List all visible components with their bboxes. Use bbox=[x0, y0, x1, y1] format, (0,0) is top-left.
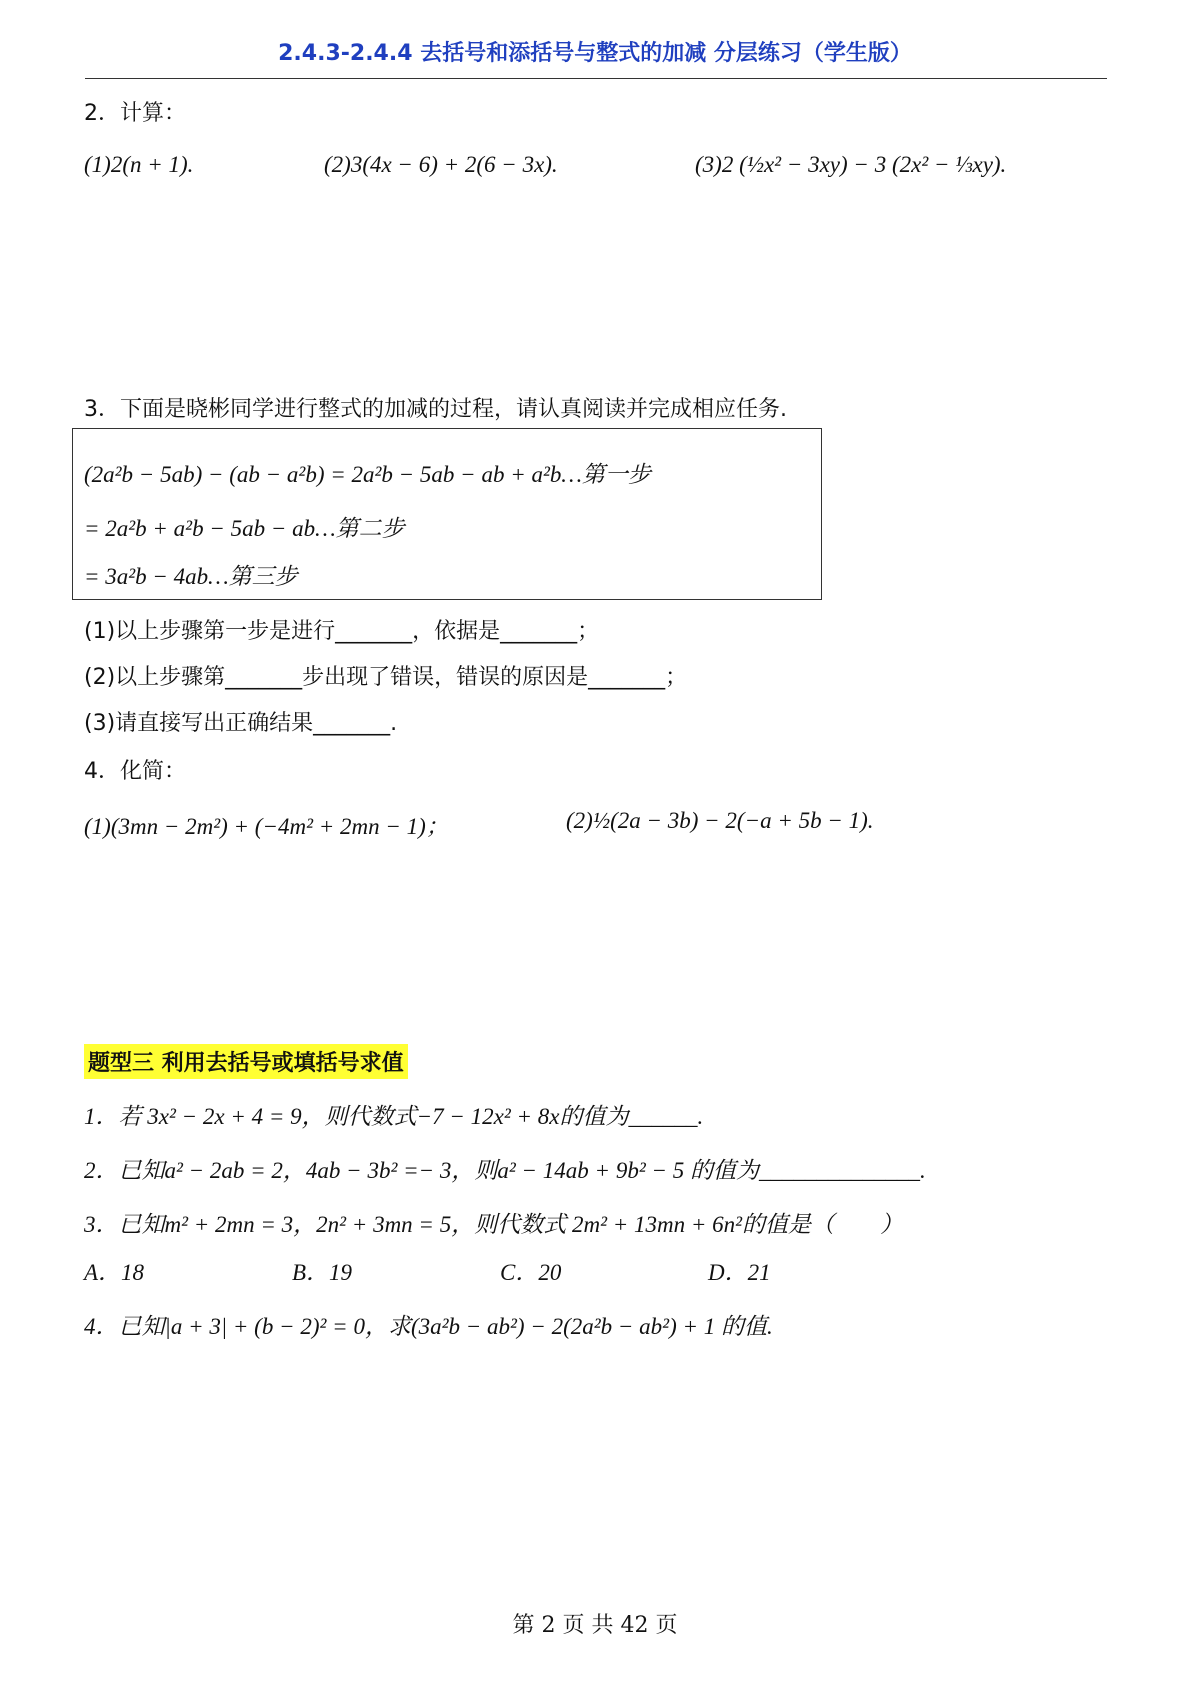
q4-part-2: (2)½(2a − 3b) − 2(−a + 5b − 1). bbox=[566, 808, 874, 833]
page-footer: 第 2 页 共 42 页 bbox=[512, 1613, 678, 1638]
s3-item-4: 4．已知|a + 3| + (b − 2)² = 0，求(3a²b − ab²) − 2(2a²b − ab²) + 1 的值. bbox=[84, 1314, 773, 1339]
q3-task-1: (1)以上步骤第一步是进行_______，依据是_______； bbox=[84, 619, 600, 644]
s3-item-3: 3．已知m² + 2mn = 3，2n² + 3mn = 5，则代数式 2m² + 13mn + 6n²的值是（ ） bbox=[84, 1212, 904, 1237]
process-step-2: = 2a²b + a²b − 5ab − ab…第二步 bbox=[84, 516, 405, 541]
q2-part-2: (2)3(4x − 6) + 2(6 − 3x). bbox=[324, 152, 558, 177]
q4-part-1: (1)(3mn − 2m²) + (−4m² + 2mn − 1)； bbox=[84, 814, 449, 839]
page-header-title: 2.4.3-2.4.4 去括号和添括号与整式的加减 分层练习（学生版） bbox=[278, 41, 912, 66]
process-step-1: (2a²b − 5ab) − (ab − a²b) = 2a²b − 5ab − ab + a²b…第一步 bbox=[84, 462, 651, 487]
choice-d: D．21 bbox=[708, 1260, 771, 1285]
process-step-3: = 3a²b − 4ab…第三步 bbox=[84, 564, 298, 589]
q2-title: 2．计算： bbox=[84, 101, 186, 126]
choice-a: A．18 bbox=[84, 1260, 145, 1285]
choice-c: C．20 bbox=[500, 1260, 562, 1285]
q4-title: 4．化简： bbox=[84, 759, 186, 784]
q2-part-1: (1)2(n + 1). bbox=[84, 152, 194, 177]
header-divider bbox=[85, 78, 1107, 79]
section-heading: 题型三 利用去括号或填括号求值 bbox=[84, 1044, 408, 1079]
q2-part-3: (3)2 (½x² − 3xy) − 3 (2x² − ⅓xy). bbox=[695, 152, 1007, 177]
q3-task-2: (2)以上步骤第_______步出现了错误，错误的原因是_______； bbox=[84, 665, 688, 690]
s3-item-1: 1．若 3x² − 2x + 4 = 9，则代数式−7 − 12x² + 8x的值为______. bbox=[84, 1104, 704, 1129]
s3-item-2: 2．已知a² − 2ab = 2，4ab − 3b² =− 3，则a² − 14ab + 9b² − 5 的值为______________. bbox=[84, 1158, 926, 1183]
q3-task-3: (3)请直接写出正确结果_______. bbox=[84, 711, 398, 736]
q3-title: 3．下面是晓彬同学进行整式的加减的过程，请认真阅读并完成相应任务. bbox=[84, 397, 787, 422]
choice-b: B．19 bbox=[292, 1260, 353, 1285]
